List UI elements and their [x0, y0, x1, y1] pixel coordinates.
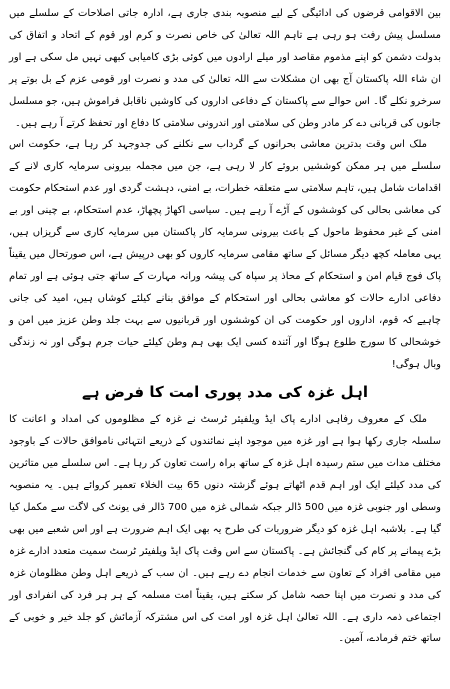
paragraph-2: ملک اس وقت بدترین معاشی بحرانوں کے گرداب سے نکلنے کی جدوجہد کر رہا ہے، حکومت اس سلسلے میں ہر ممکن کوششیں بروئے کار لا رہی ہے، جن میں مجملہ بیرونی سرمایہ کاری لانے کے اقدامات شامل ہیں، تاہم سلامتی سے متعلقہ خطرات، بے امنی، دہشت گردی اور عدم استحکام حکومت کی معاشی بحالی کی کوششوں کے آڑے آ رہے ہیں۔ سیاسی اکھاڑ پچھاڑ، عدم استحکام، بے چینی اور بے امنی کے غیر محفوظ ماحول کے باعث بیرونی سرمایہ کار پاکستان میں سرمایہ کاری سے گریزاں ہیں، یہی معاملہ کچھ دیگر مسائل کے ساتھ مقامی سرمایہ کاروں کو بھی درپیش ہے، اس صورتحال میں یقیناً پاک فوج قیام امن و استحکام کے محاذ پر سپاہ کی پیشہ ورانہ مہارت کے ساتھ جتی ہوئی ہے اور تمام دفاعی ادارے حالات کو معاشی بحالی اور استحکام کے موافق بنانے کیلئے کوشاں ہیں، امید کی جانی چاہیے کہ قوم، اداروں اور حکومت کی ان کوششوں اور قربانیوں سے بہت جلد وطن عزیز میں امن و خوشحالی کا سورج طلوع ہوگا اور آئندہ کسی ایک بھی ہم وطن کیلئے حیات جرم ہوگی اور نہ زندگی وبال ہوگی!: [9, 139, 441, 370]
section-heading: اہل غزہ کی مدد پوری امت کا فرض ہے: [81, 383, 368, 402]
paragraph-3: ملک کے معروف رفاہی ادارے پاک ایڈ ویلفیئر ٹرسٹ نے غزہ کے مظلوموں کی امداد و اعانت کا سلسلہ جاری رکھا ہوا ہے اور غزہ میں موجود اپنے نمائندوں کے ذریعے انتہائی ناموافق حالات کے باوجود مختلف مدات میں ستم رسیدہ اہل غزہ کے ساتھ براہ راست تعاون کر رہا ہے۔ اس سلسلے میں متاثرین کی مدد کیلئے ایک اور اہم قدم اٹھاتے ہوئے گزشتہ دنوں 65 بیت الخلاء تعمیر کروائے ہیں۔ یہ منصوبہ وسطی اور جنوبی غزہ میں 500 ڈالر جبکہ شمالی غزہ میں 700 ڈالر فی یونٹ کی لاگت سے مکمل کیا گیا ہے۔ بلاشبہ اہل غزہ کو دیگر ضروریات کی طرح یہ بھی ایک اہم ضرورت ہے اور اس شعبے میں بھی بڑے پیمانے پر کام کی گنجائش ہے۔ پاکستان سے اس وقت پاک ایڈ ویلفیئر ٹرسٹ سمیت متعدد ادارے غزہ میں مقامی افراد کے تعاون سے خدمات انجام دے رہے ہیں۔ ان سب کے ذریعے اہل وطن مظلومان غزہ کی مدد و نصرت میں اپنا حصہ شامل کر سکتے ہیں، یقیناً امت مسلمہ کے ہر ہر فرد کی انفرادی اور اجتماعی ذمہ داری ہے۔ اللہ تعالیٰ اہل غزہ اور امت کی اس مشترکہ آزمائش کو جلد خیر و خوبی کے ساتھ ختم فرمادے، آمین۔: [9, 414, 442, 645]
paragraph-1: بین الاقوامی قرضوں کی ادائیگی کے لیے منصوبہ بندی جاری ہے، ادارہ جاتی اصلاحات کے سلسلے میں مسلسل پیش رفت ہو رہی ہے تاہم اللہ تعالیٰ کی خاص نصرت و کرم اور قوم کے اتحاد و اتفاق کی بدولت دشمن کو اپنے مذموم مقاصد اور میلے ارادوں میں کوئی بڑی کامیابی کبھی نہیں مل سکی ہے اور ان شاء اللہ پاکستان آج بھی ان مشکلات سے اللہ تعالیٰ کی مدد و نصرت اور قومی عزم کے بل بوتے پر سرخرو نکلے گا۔ اس حوالے سے پاکستان کے دفاعی اداروں کی کاوشیں ناقابل فراموش ہیں، جو مسلسل جانوں کی قربانی دے کر مادر وطن کی سلامتی اور اندرونی سلامتی کا دفاع اور تحفظ کرتے آ رہے ہیں۔: [9, 8, 441, 129]
